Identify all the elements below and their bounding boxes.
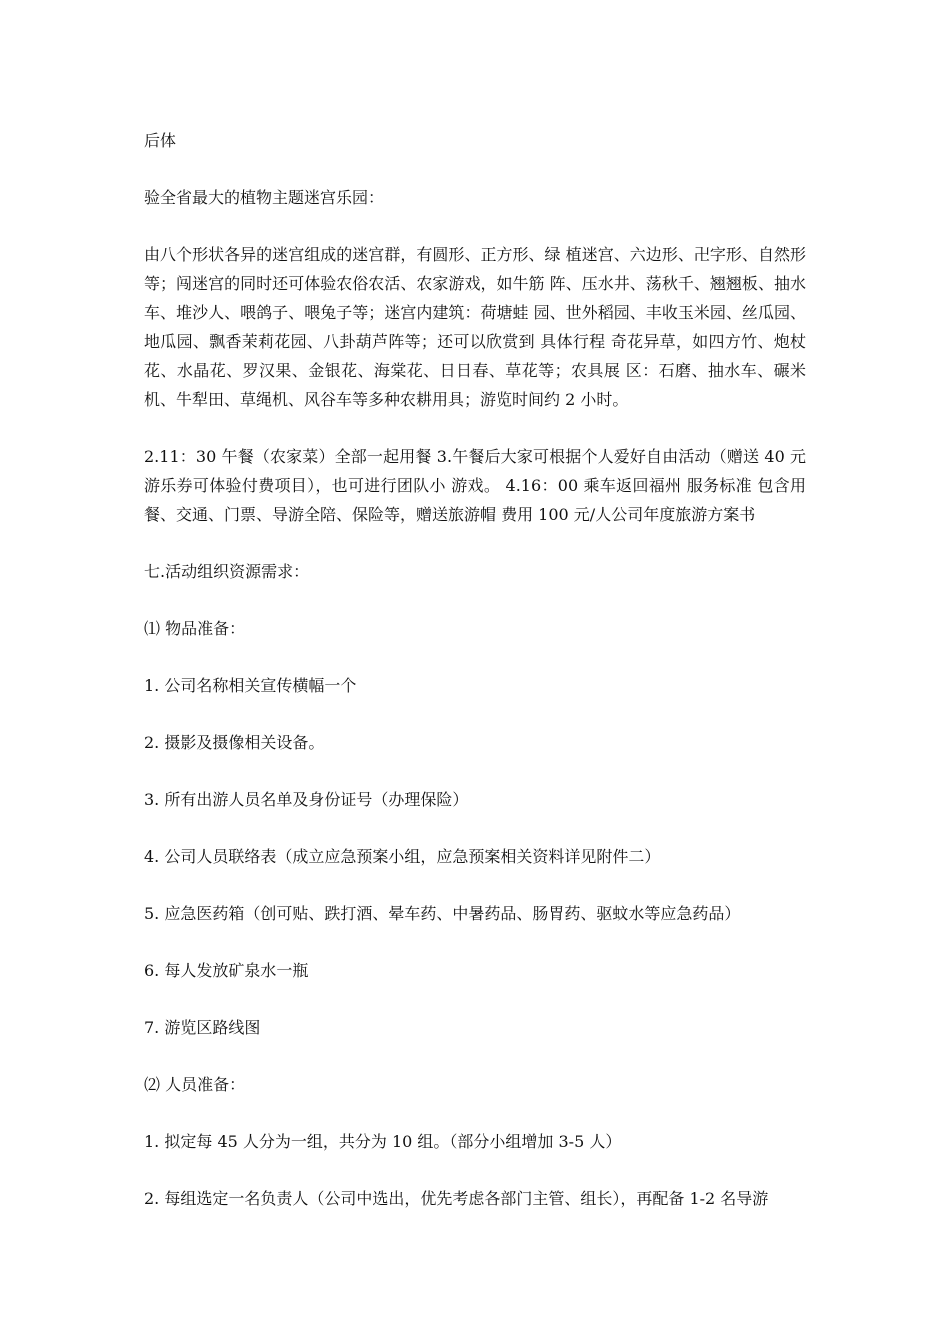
list-item-first-aid: 5. 应急医药箱（创可贴、跌打酒、晕车药、中暑药品、肠胃药、驱蚊水等应急药品） <box>144 904 741 923</box>
list-item-camera: 2. 摄影及摄像相关设备。 <box>144 733 325 752</box>
list-item-banner: 1. 公司名称相关宣传横幅一个 <box>144 676 357 695</box>
list-item-route-map: 7. 游览区路线图 <box>144 1018 261 1037</box>
section-heading-resources: 七.活动组织资源需求： <box>144 562 310 581</box>
paragraph-lunch-schedule: 2.11：30 午餐（农家菜）全部一起用餐 3.午餐后大家可根据个人爱好自由活动（赠送 40 元游乐券可体验付费项目），也可进行团队小 游戏。 4.16：00 乘车返回福州 服务标准 包含用餐、交通、门票、导游全陪、保险等，赠送旅游帽 费用 100 元/人公司年度旅游方案书 <box>144 447 806 524</box>
list-item-water: 6. 每人发放矿泉水一瓶 <box>144 961 309 980</box>
list-item-contact-sheet: 4. 公司人员联络表（成立应急预案小组，应急预案相关资料详见附件二） <box>144 847 661 866</box>
document-body <box>144 126 806 1241</box>
list-item-roster: 3. 所有出游人员名单及身份证号（办理保险） <box>144 790 469 809</box>
paragraph-maze-description: 由八个形状各异的迷宫组成的迷宫群，有圆形、正方形、绿 植迷宫、六边形、卍字形、自然形等；闯迷宫的同时还可体验农俗农活、农家游戏，如牛筋 阵、压水井、荡秋千、翘翘板、抽水车、堆沙人、喂鸽子、喂兔子等；迷宫内建筑：荷塘蛙 园、世外稻园、丰收玉米园、丝瓜园、地瓜园、飘香茉莉花园、八卦葫芦阵等；还可以欣赏到 具体行程 奇花异草，如四方竹、炮杖花、水晶花、罗汉果、金银花、海棠花、日日春、草花等；农具展 区：石磨、抽水车、碾米机、牛犁田、草绳机、风谷车等多种农耕用具；游览时间约 2 小时。 <box>144 245 806 409</box>
list-item-groups: 1. 拟定每 45 人分为一组，共分为 10 组。（部分小组增加 3-5 人） <box>144 1132 622 1151</box>
subheading-materials: ⑴ 物品准备： <box>144 619 246 638</box>
list-item-leaders: 2. 每组选定一名负责人（公司中选出，优先考虑各部门主管、组长），再配备 1-2 名导游 <box>144 1189 769 1208</box>
paragraph-continuation: 后体 <box>144 131 177 150</box>
subheading-personnel: ⑵ 人员准备： <box>144 1075 246 1094</box>
paragraph-maze-intro: 验全省最大的植物主题迷宫乐园： <box>144 188 385 207</box>
